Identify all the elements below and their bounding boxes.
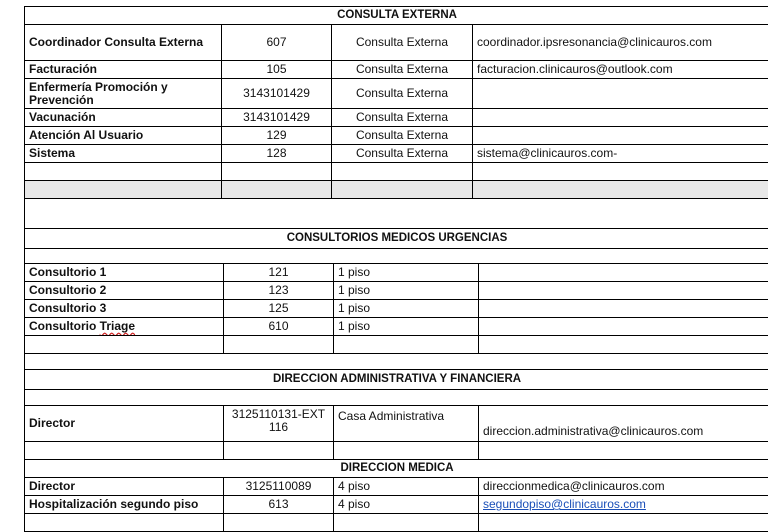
section-title: CONSULTA EXTERNA [25, 7, 768, 25]
empty-row [25, 514, 768, 532]
table-row: Atención Al Usuario 129 Consulta Externa [25, 127, 768, 145]
table-row: Enfermería Promoción y Prevención 3143101429 Consulta Externa [25, 79, 768, 109]
spellcheck-word: Triage [100, 319, 135, 333]
directory-document [24, 6, 768, 495]
urgencias-table [24, 228, 768, 370]
email-link[interactable]: segundopiso@clinicauros.com [483, 497, 646, 511]
table-row: Director 3125110089 4 piso direccionmedica@clinicauros.com [25, 478, 768, 496]
empty-row [25, 354, 768, 370]
table-row: Coordinador Consulta Externa 607 Consulta Externa coordinador.ipsresonancia@clinicauros.com [25, 25, 768, 61]
table-row: Hospitalización segundo piso 613 4 piso segundopiso@clinicauros.com [25, 496, 768, 514]
table-row: Consultorio 1 121 1 piso [25, 264, 768, 282]
table-row: Director 3125110131-EXT 116 Casa Administrativa direccion.administrativa@clinicauros.com [25, 406, 768, 442]
section-title: CONSULTORIOS MEDICOS URGENCIAS [25, 229, 768, 249]
table-row: Facturación 105 Consulta Externa facturacion.clinicauros@outlook.com [25, 61, 768, 79]
empty-row [25, 249, 768, 264]
empty-row [25, 390, 768, 406]
section-title: DIRECCION MEDICA [25, 460, 768, 478]
consulta-externa-table [24, 6, 768, 229]
administrativa-table [24, 369, 768, 460]
table-row: Consultorio Triage 610 1 piso [25, 318, 768, 336]
empty-row [25, 442, 768, 460]
section-title: DIRECCION ADMINISTRATIVA Y FINANCIERA [25, 370, 768, 390]
medica-table [24, 459, 768, 532]
empty-row [25, 336, 768, 354]
empty-row [25, 163, 768, 181]
empty-row [25, 199, 768, 229]
table-row: Consultorio 2 123 1 piso [25, 282, 768, 300]
table-row: Consultorio 3 125 1 piso [25, 300, 768, 318]
empty-row [25, 181, 768, 199]
table-row: Vacunación 3143101429 Consulta Externa [25, 109, 768, 127]
table-row: Sistema 128 Consulta Externa sistema@clinicauros.com- [25, 145, 768, 163]
